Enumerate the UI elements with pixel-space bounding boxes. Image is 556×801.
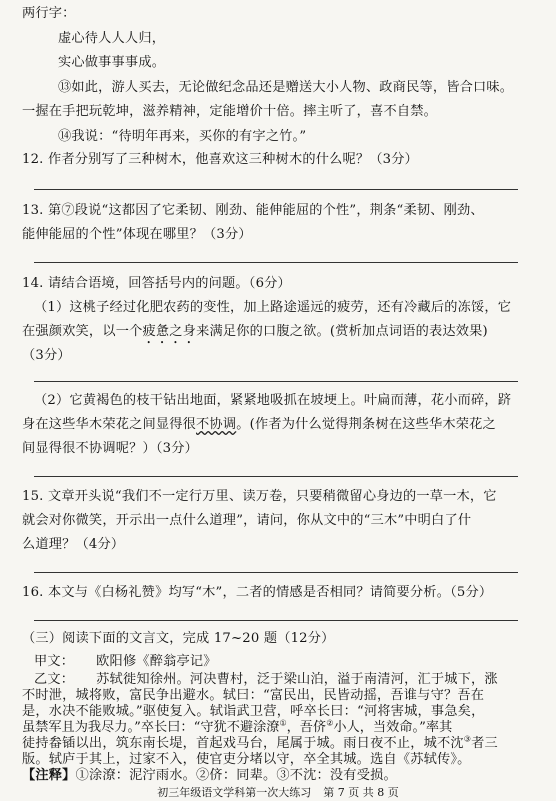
text-b-label: 乙文： bbox=[34, 672, 75, 687]
answer-line bbox=[34, 572, 518, 573]
passage-line: ⑬如此，游人买去，无论做纪念品还是赠送大小人物、政商民等，皆合口味。 bbox=[58, 80, 514, 95]
question-14-2-score: 间显得很不协调呢？）（3分） bbox=[22, 441, 199, 456]
dotted-phrase: 疲惫之身 bbox=[142, 324, 197, 339]
text-run: 虽禁军且为我尽力。”卒长曰：“守犹不避涂潦 bbox=[22, 720, 280, 735]
couplet-line: 实心做事事事成。 bbox=[58, 55, 166, 70]
question-13-cont: 能伸能屈的个性”体现在哪里？（3分） bbox=[22, 227, 252, 242]
text-a-source: 欧阳修《醉翁亭记》 bbox=[96, 654, 217, 669]
answer-line bbox=[34, 620, 518, 621]
footer-page-number: 第 7 页 共 8 页 bbox=[323, 786, 399, 799]
text-run: 身在这些华木荣花之间显得很 bbox=[22, 417, 197, 432]
text-a bbox=[34, 652, 217, 672]
question-13: 13. 第⑦段说“这都因了它柔韧、刚劲、能伸能屈的个性”，荆条“柔韧、刚劲、 bbox=[22, 203, 484, 218]
question-15-cont: 就会对你微笑，开示出一点什么道理”，请问，你从文中的“三木”中明白了什 bbox=[22, 513, 472, 528]
text-run: 者三 bbox=[471, 736, 498, 751]
question-14-1-score: （3分） bbox=[22, 348, 71, 363]
wavy-phrase: 不协调 bbox=[196, 417, 237, 432]
answer-line bbox=[34, 262, 518, 263]
answer-line bbox=[34, 476, 518, 477]
question-12: 12. 作者分别写了三种树木，他喜欢这三种树木的什么呢？（3分） bbox=[22, 152, 419, 167]
text-run: 来满足你的口腹之欲。(赏析加点词语的表达效果) bbox=[196, 324, 488, 339]
footnote-marker: ② bbox=[326, 718, 334, 728]
text-run: 徒持畚锸以出，筑东南长堤，首起戏马台，尾属于城。雨日夜不止，城不沈 bbox=[22, 736, 464, 751]
text-a-label: 甲文： bbox=[34, 654, 75, 669]
text-run: 小人，当效命。”率其 bbox=[333, 720, 453, 735]
page-footer bbox=[0, 785, 556, 801]
answer-line bbox=[34, 189, 518, 190]
question-14-2-cont bbox=[22, 415, 496, 435]
text-b-line bbox=[22, 736, 498, 752]
passage-line: 两行字： bbox=[22, 6, 76, 21]
question-14-1-cont bbox=[22, 322, 488, 347]
note-text: ①涂潦：泥泞雨水。②侪：同辈。③不沈：没有受损。 bbox=[75, 768, 397, 783]
text-run: 。(作者为什么觉得荆条树在这些华木荣花之 bbox=[236, 417, 496, 432]
question-16: 16. 本文与《白杨礼赞》均写“木”，二者的情感是否相同？请简要分析。（5分） bbox=[22, 585, 493, 600]
footnote-marker: ① bbox=[279, 718, 287, 728]
passage-line: 一握在手把玩乾坤，滋养精神，定能增价十倍。摔主听了，喜不自禁。 bbox=[22, 104, 438, 119]
couplet-line: 虚心待人人人归， bbox=[58, 31, 166, 46]
passage-line: ⑭我说：“待明年再来，买你的有字之竹。” bbox=[58, 129, 307, 144]
text-run: 在强颜欢笑，以一个 bbox=[22, 324, 143, 339]
text-run: 苏轼徙知徐州。河决曹村，泛于梁山泊，溢于南清河，汇于城下，涨 bbox=[96, 672, 498, 687]
footnote-marker: ③ bbox=[463, 734, 472, 744]
text-b-line: 不时泄，城将败，富民争出避水。轼曰：“富民出，民皆动摇，吾谁与守？吾在 bbox=[22, 688, 485, 703]
text-b-line bbox=[22, 752, 471, 768]
text-run: ，吾侪 bbox=[286, 720, 327, 735]
question-14: 14. 请结合语境，回答括号内的问题。（6分） bbox=[22, 276, 291, 291]
text-b-line bbox=[22, 720, 452, 736]
question-14-2: （2）它黄褐色的枝干钻出地面，紧紧地吸抓在坡埂上。叶扁而薄，花小而碎，跻 bbox=[34, 393, 512, 408]
text-run: 版。轼庐于其上，过家不入，使官吏分堵以守，卒全其城。选自《苏轼传》。 bbox=[22, 752, 471, 767]
answer-line bbox=[34, 381, 518, 382]
note-label: 【注释】 bbox=[22, 768, 76, 783]
text-b-line bbox=[34, 672, 498, 688]
section-3-title: （三）阅读下面的文言文，完成 17~20 题（12分） bbox=[22, 631, 335, 646]
question-15: 15. 文章开头说“我们不一定行万里、读万卷，只要稍微留心身边的一草一木，它 bbox=[22, 489, 497, 504]
text-b-line: 是，水决不能败城。”驱使复入。轼诣武卫营，呼卒长曰：“河将害城，事急矣， bbox=[22, 704, 485, 719]
question-14-1: （1）这桃子经过化肥农药的变性，加上路途遥远的疲劳，还有冷藏后的冻馁，它 bbox=[34, 300, 512, 315]
footer-exam-title: 初三年级语文学科第一次大练习 bbox=[157, 786, 312, 799]
annotation-line bbox=[22, 768, 397, 784]
question-15-cont: 么道理？（4分） bbox=[22, 537, 125, 552]
